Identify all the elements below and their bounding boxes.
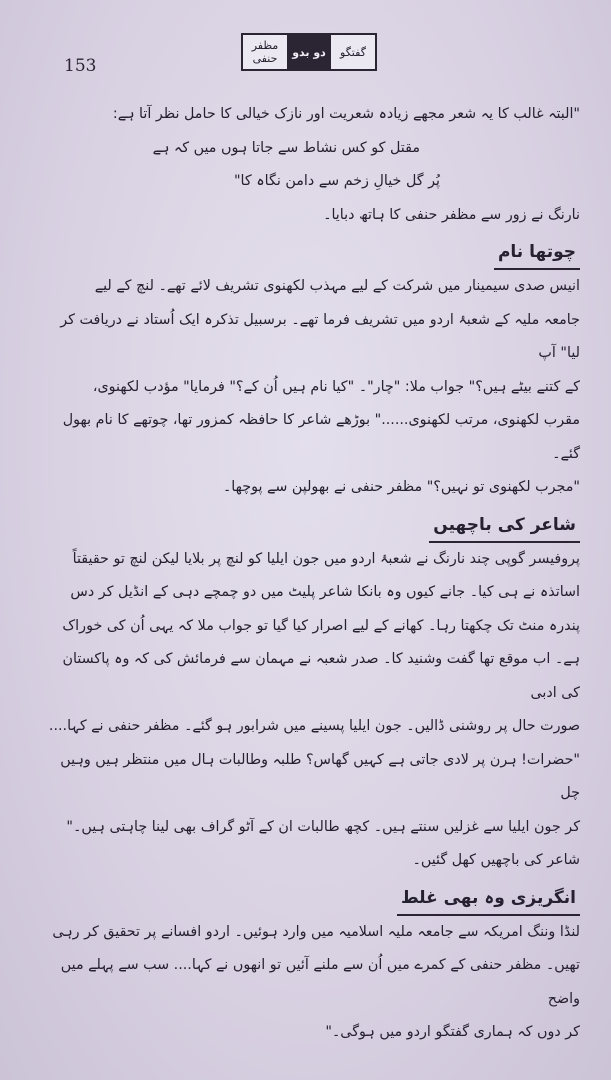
running-header bbox=[241, 33, 377, 71]
section-heading bbox=[42, 507, 580, 543]
section-heading bbox=[42, 880, 580, 916]
page-body bbox=[42, 98, 580, 1050]
paragraph-line: کر جون ایلیا سے غزلیں سنتے ہیں۔ کچھ طالبات ان کے آٹو گراف بھی لینا چاہتی ہیں۔" bbox=[66, 818, 580, 835]
section-heading-text: چوتھا نام bbox=[494, 238, 580, 270]
intro-line: "البتہ غالب کا یہ شعر مجھے زیادہ شعریت اور نازک خیالی کا حامل نظر آتا ہے: bbox=[112, 106, 580, 122]
paragraph-line: کے کتنے بیٹے ہیں؟" جواب ملا: "چار"۔ "کیا نام ہیں اُن کے؟" فرمایا" مؤدب لکھنوی، bbox=[92, 378, 580, 395]
running-header-left: مظفر حنفی bbox=[251, 39, 279, 65]
running-header-center: دو بدو bbox=[287, 35, 331, 69]
paragraph-line: پندرہ منٹ تک چکھتا رہا۔ کھانے کے لیے اصرار کیا گیا تو جواب ملا کہ یہی اُن کی خوراک bbox=[62, 617, 580, 634]
paragraph-line: "مجرب لکھنوی تو نہیں؟" مظفر حنفی نے بھولپن سے پوچھا۔ bbox=[222, 479, 580, 495]
paragraph-line: صورت حال پر روشنی ڈالیں۔ جون ایلیا پسینے میں شرابور ہو گئے۔ مظفر حنفی نے کہا.... bbox=[48, 718, 580, 734]
paragraph-line: جامعہ ملیہ کے شعبۂ اردو میں تشریف فرما تھے۔ برسبیل تذکرہ ایک اُستاد نے دریافت کر لیا" آپ bbox=[60, 311, 580, 361]
paragraph-line: اساتذہ نے ہی کیا۔ جانے کیوں وہ بانکا شاعر پلیٹ میں دو چمچے دہی کے انڈیل کر دس bbox=[70, 584, 580, 600]
paragraph-line: مقرب لکھنوی، مرتب لکھنوی......" بوڑھے شاعر کا حافظہ کمزور تھا، چوتھے کا نام بھول گئے۔ bbox=[62, 412, 580, 462]
paragraph-line: پروفیسر گوپی چند نارنگ نے شعبۂ اردو میں جون ایلیا کو لنچ پر بلایا لیکن لنچ تو حقیقتاً bbox=[72, 550, 580, 567]
paragraph-line: کر دوں کہ ہماری گفتگو اردو میں ہوگی۔" bbox=[325, 1024, 580, 1040]
running-header-right: گفتگو bbox=[340, 45, 366, 59]
section-heading bbox=[42, 234, 580, 270]
paragraph-line: ہے۔ اب موقع تھا گفت وشنید کا۔ صدر شعبہ نے مہمان سے فرمائش کی کہ وہ پاکستان کی ادبی bbox=[62, 651, 580, 701]
page-number: 153 bbox=[64, 56, 97, 76]
section-heading-text: انگریزی وہ بھی غلط bbox=[397, 884, 580, 916]
paragraph-line: لنڈا وننگ امریکہ سے جامعہ ملیہ اسلامیہ میں وارد ہوئیں۔ اردو افسانے پر تحقیق کر رہی bbox=[52, 923, 580, 940]
paragraph-line: "حضرات! ہرن پر لادی جاتی ہے کہیں گھاس؟ طلبہ وطالبات ہال میں منتظر ہیں وہیں چل bbox=[60, 751, 580, 801]
section-heading-text: شاعر کی باچھیں bbox=[429, 511, 580, 543]
intro-line: نارنگ نے زور سے مظفر حنفی کا ہاتھ دبایا۔ bbox=[323, 206, 580, 223]
paragraph-line: تھیں۔ مظفر حنفی کے کمرے میں اُن سے ملنے آئیں تو انھوں نے کہا.... سب سے پہلے میں واضح bbox=[60, 957, 580, 1007]
paragraph-line: انیس صدی سیمینار میں شرکت کے لیے مہذب لکھنوی تشریف لائے تھے۔ لنچ کے لیے bbox=[94, 278, 580, 294]
paragraph-line: شاعر کی باچھیں کھل گئیں۔ bbox=[412, 852, 580, 868]
verse-line: مقتل کو کس نشاط سے جاتا ہوں میں کہ ہے bbox=[152, 139, 420, 156]
verse-line: پُر گل خیالِ زخم سے دامن نگاہ کا" bbox=[233, 173, 440, 189]
